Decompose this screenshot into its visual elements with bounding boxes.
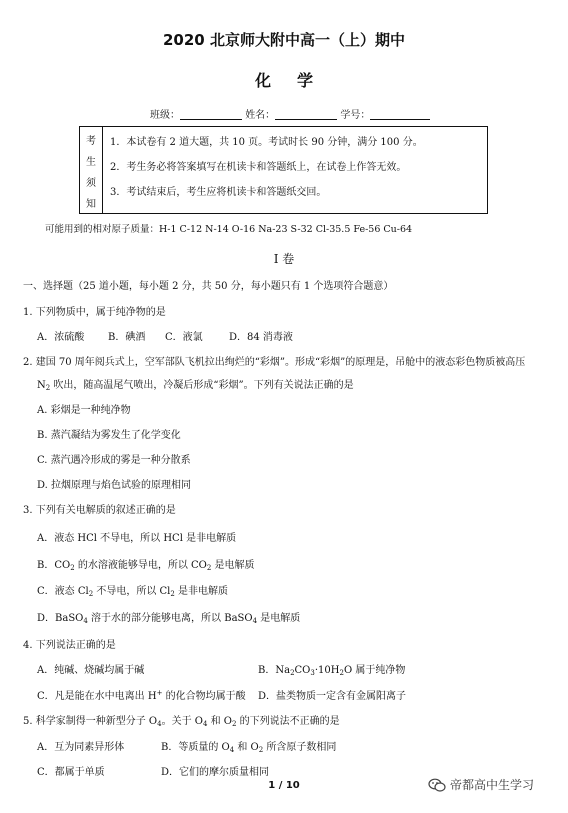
question-4-stem: 4. 下列说法正确的是 bbox=[23, 640, 116, 651]
q3b-sub: 2 bbox=[206, 564, 212, 572]
q5-option-a: A．互为同素异形体 bbox=[37, 742, 125, 753]
q3d-text: 是电解质 bbox=[257, 613, 301, 624]
notice-rule-2: 2．考生务必将答案填写在机读卡和答题纸上，在试卷上作答无效。 bbox=[110, 162, 407, 173]
q3d-text: 溶于水的部分能够电离，所以 BaSO bbox=[87, 613, 253, 624]
q3c-text: 是非电解质 bbox=[174, 586, 229, 597]
q2-stem-text: N bbox=[37, 380, 46, 391]
q3b-text: 是电解质 bbox=[211, 560, 255, 571]
q2-option-c: C. 蒸汽遇冷形成的雾是一种分散系 bbox=[37, 455, 191, 466]
q2-option-d: D. 拉烟原理与焰色试验的原理相同 bbox=[37, 480, 192, 491]
q3d-sub: 4 bbox=[83, 617, 88, 625]
q4b-text: ·10H bbox=[314, 665, 340, 676]
page-number: 1 / 10 bbox=[268, 780, 300, 791]
notice-rule-3: 3．考试结束后，考生应将机读卡和答题纸交回。 bbox=[110, 187, 327, 198]
class-label: 班级： bbox=[150, 110, 180, 121]
q1-option-b: B．碘酒 bbox=[108, 332, 146, 343]
q5-text: 和 O bbox=[207, 716, 232, 727]
notice-side-label bbox=[80, 127, 103, 213]
q4-option-d: D．盐类物质一定含有金属阳离子 bbox=[258, 691, 407, 702]
q2-option-a: A. 彩烟是一种纯净物 bbox=[37, 405, 131, 416]
student-info-fields bbox=[150, 106, 430, 121]
subject-title: 化学 bbox=[254, 71, 339, 90]
notice-rule-1: 1．本试卷有 2 道大题，共 10 页。考试时长 90 分钟，满分 100 分。 bbox=[110, 137, 423, 148]
q4b-text: CO bbox=[294, 665, 311, 676]
q4b-sub: 2 bbox=[339, 669, 344, 677]
q5-sub: 4 bbox=[202, 720, 208, 728]
q3b-text: B．CO bbox=[37, 560, 71, 571]
notice-side-char: 知 bbox=[86, 199, 96, 210]
q5b-text: B．等质量的 O bbox=[161, 742, 230, 753]
name-label: 姓名： bbox=[245, 110, 276, 121]
wechat-icon bbox=[428, 778, 446, 792]
notice-side-char: 考 bbox=[86, 136, 96, 147]
q3c-text: 不导电，所以 Cl bbox=[93, 586, 171, 597]
q1-option-a: A．浓硫酸 bbox=[37, 332, 85, 343]
q4-option-a: A．纯碱、烧碱均属于碱 bbox=[37, 665, 145, 676]
q5b-text: 所含原子数相同 bbox=[263, 742, 337, 753]
q5-sub: 4 bbox=[157, 720, 162, 728]
q5-option-d: D．它们的摩尔质量相同 bbox=[161, 767, 270, 778]
q3-option-b bbox=[37, 556, 255, 571]
q4-option-b bbox=[258, 661, 405, 676]
q3-option-d bbox=[37, 609, 300, 624]
watermark bbox=[428, 776, 534, 793]
q4b-text: O 属于纯净物 bbox=[343, 665, 406, 676]
section-heading: 一、选择题（25 道小题，每小题 2 分，共 50 分，每小题只有 1 个选项符合题意） bbox=[23, 281, 394, 292]
question-2-stem-line1: 2. 建国 70 周年阅兵式上，空军部队飞机拉出绚烂的“彩烟”。形成“彩烟”的原理是，吊舱中的液态彩色物质被高压 bbox=[23, 357, 526, 368]
q4c-text: 的化合物均属于酸 bbox=[162, 691, 246, 702]
q3c-sub: 2 bbox=[170, 590, 175, 598]
q1-option-d: D．84 消毒液 bbox=[229, 332, 293, 343]
q1-option-c: C．液氯 bbox=[165, 332, 203, 343]
q5-text: 5. 科学家制得一种新型分子 O bbox=[23, 716, 158, 727]
q3b-text: 的水溶液能够导电，所以 CO bbox=[74, 560, 207, 571]
q5-text: 的下列说法不正确的是 bbox=[236, 716, 340, 727]
q3d-text: D．BaSO bbox=[37, 613, 84, 624]
q3-option-c bbox=[37, 582, 228, 597]
q4b-text: B．Na bbox=[258, 665, 291, 676]
exam-title: 2020 北京师大附中高一（上）期中 bbox=[163, 31, 405, 49]
q5-sub: 2 bbox=[232, 720, 237, 728]
q5b-sub: 2 bbox=[258, 746, 264, 754]
q3c-sub: 2 bbox=[88, 590, 94, 598]
part-heading: I 卷 bbox=[273, 252, 295, 266]
q3b-sub: 2 bbox=[70, 564, 75, 572]
notice-side-char: 生 bbox=[86, 157, 96, 168]
question-2-stem-line2 bbox=[37, 376, 354, 391]
question-5-stem bbox=[23, 712, 340, 727]
id-blank[interactable] bbox=[370, 109, 430, 120]
q5-option-b bbox=[161, 738, 336, 753]
id-label: 学号： bbox=[340, 110, 371, 121]
q5-text: 。关于 O bbox=[161, 716, 203, 727]
question-3-stem: 3. 下列有关电解质的叙述正确的是 bbox=[23, 505, 176, 516]
q2-stem-text: 吹出，随高温尾气喷出，冷凝后形成“彩烟”。下列有关说法正确的是 bbox=[50, 380, 354, 391]
q4-option-c bbox=[37, 687, 246, 702]
q5b-text: 和 O bbox=[234, 742, 259, 753]
q2-stem-sub: 2 bbox=[45, 384, 51, 392]
notice-side-char: 须 bbox=[86, 178, 96, 189]
name-blank[interactable] bbox=[275, 109, 337, 120]
q3d-sub: 4 bbox=[252, 617, 258, 625]
q3c-text: C．液态 Cl bbox=[37, 586, 89, 597]
question-1-stem: 1. 下列物质中，属于纯净物的是 bbox=[23, 307, 166, 318]
q5-option-c: C．都属于单质 bbox=[37, 767, 105, 778]
q4b-sub: 3 bbox=[310, 669, 315, 677]
q5b-sub: 4 bbox=[229, 746, 235, 754]
q4c-text: C．凡是能在水中电离出 H bbox=[37, 691, 157, 702]
watermark-text: 帝都高中生学习 bbox=[450, 778, 535, 792]
class-blank[interactable] bbox=[180, 109, 242, 120]
q2-option-b: B. 蒸汽凝结为雾发生了化学变化 bbox=[37, 430, 181, 441]
exam-notice-box bbox=[79, 126, 488, 214]
q3-option-a: A．液态 HCl 不导电，所以 HCl 是非电解质 bbox=[37, 533, 237, 544]
q4c-sup: + bbox=[156, 689, 163, 697]
atomic-masses: 可能用到的相对原子质量：H-1 C-12 N-14 O-16 Na-23 S-32 Cl-35.5 Fe-56 Cu-64 bbox=[45, 224, 413, 235]
q4b-sub: 2 bbox=[290, 669, 295, 677]
